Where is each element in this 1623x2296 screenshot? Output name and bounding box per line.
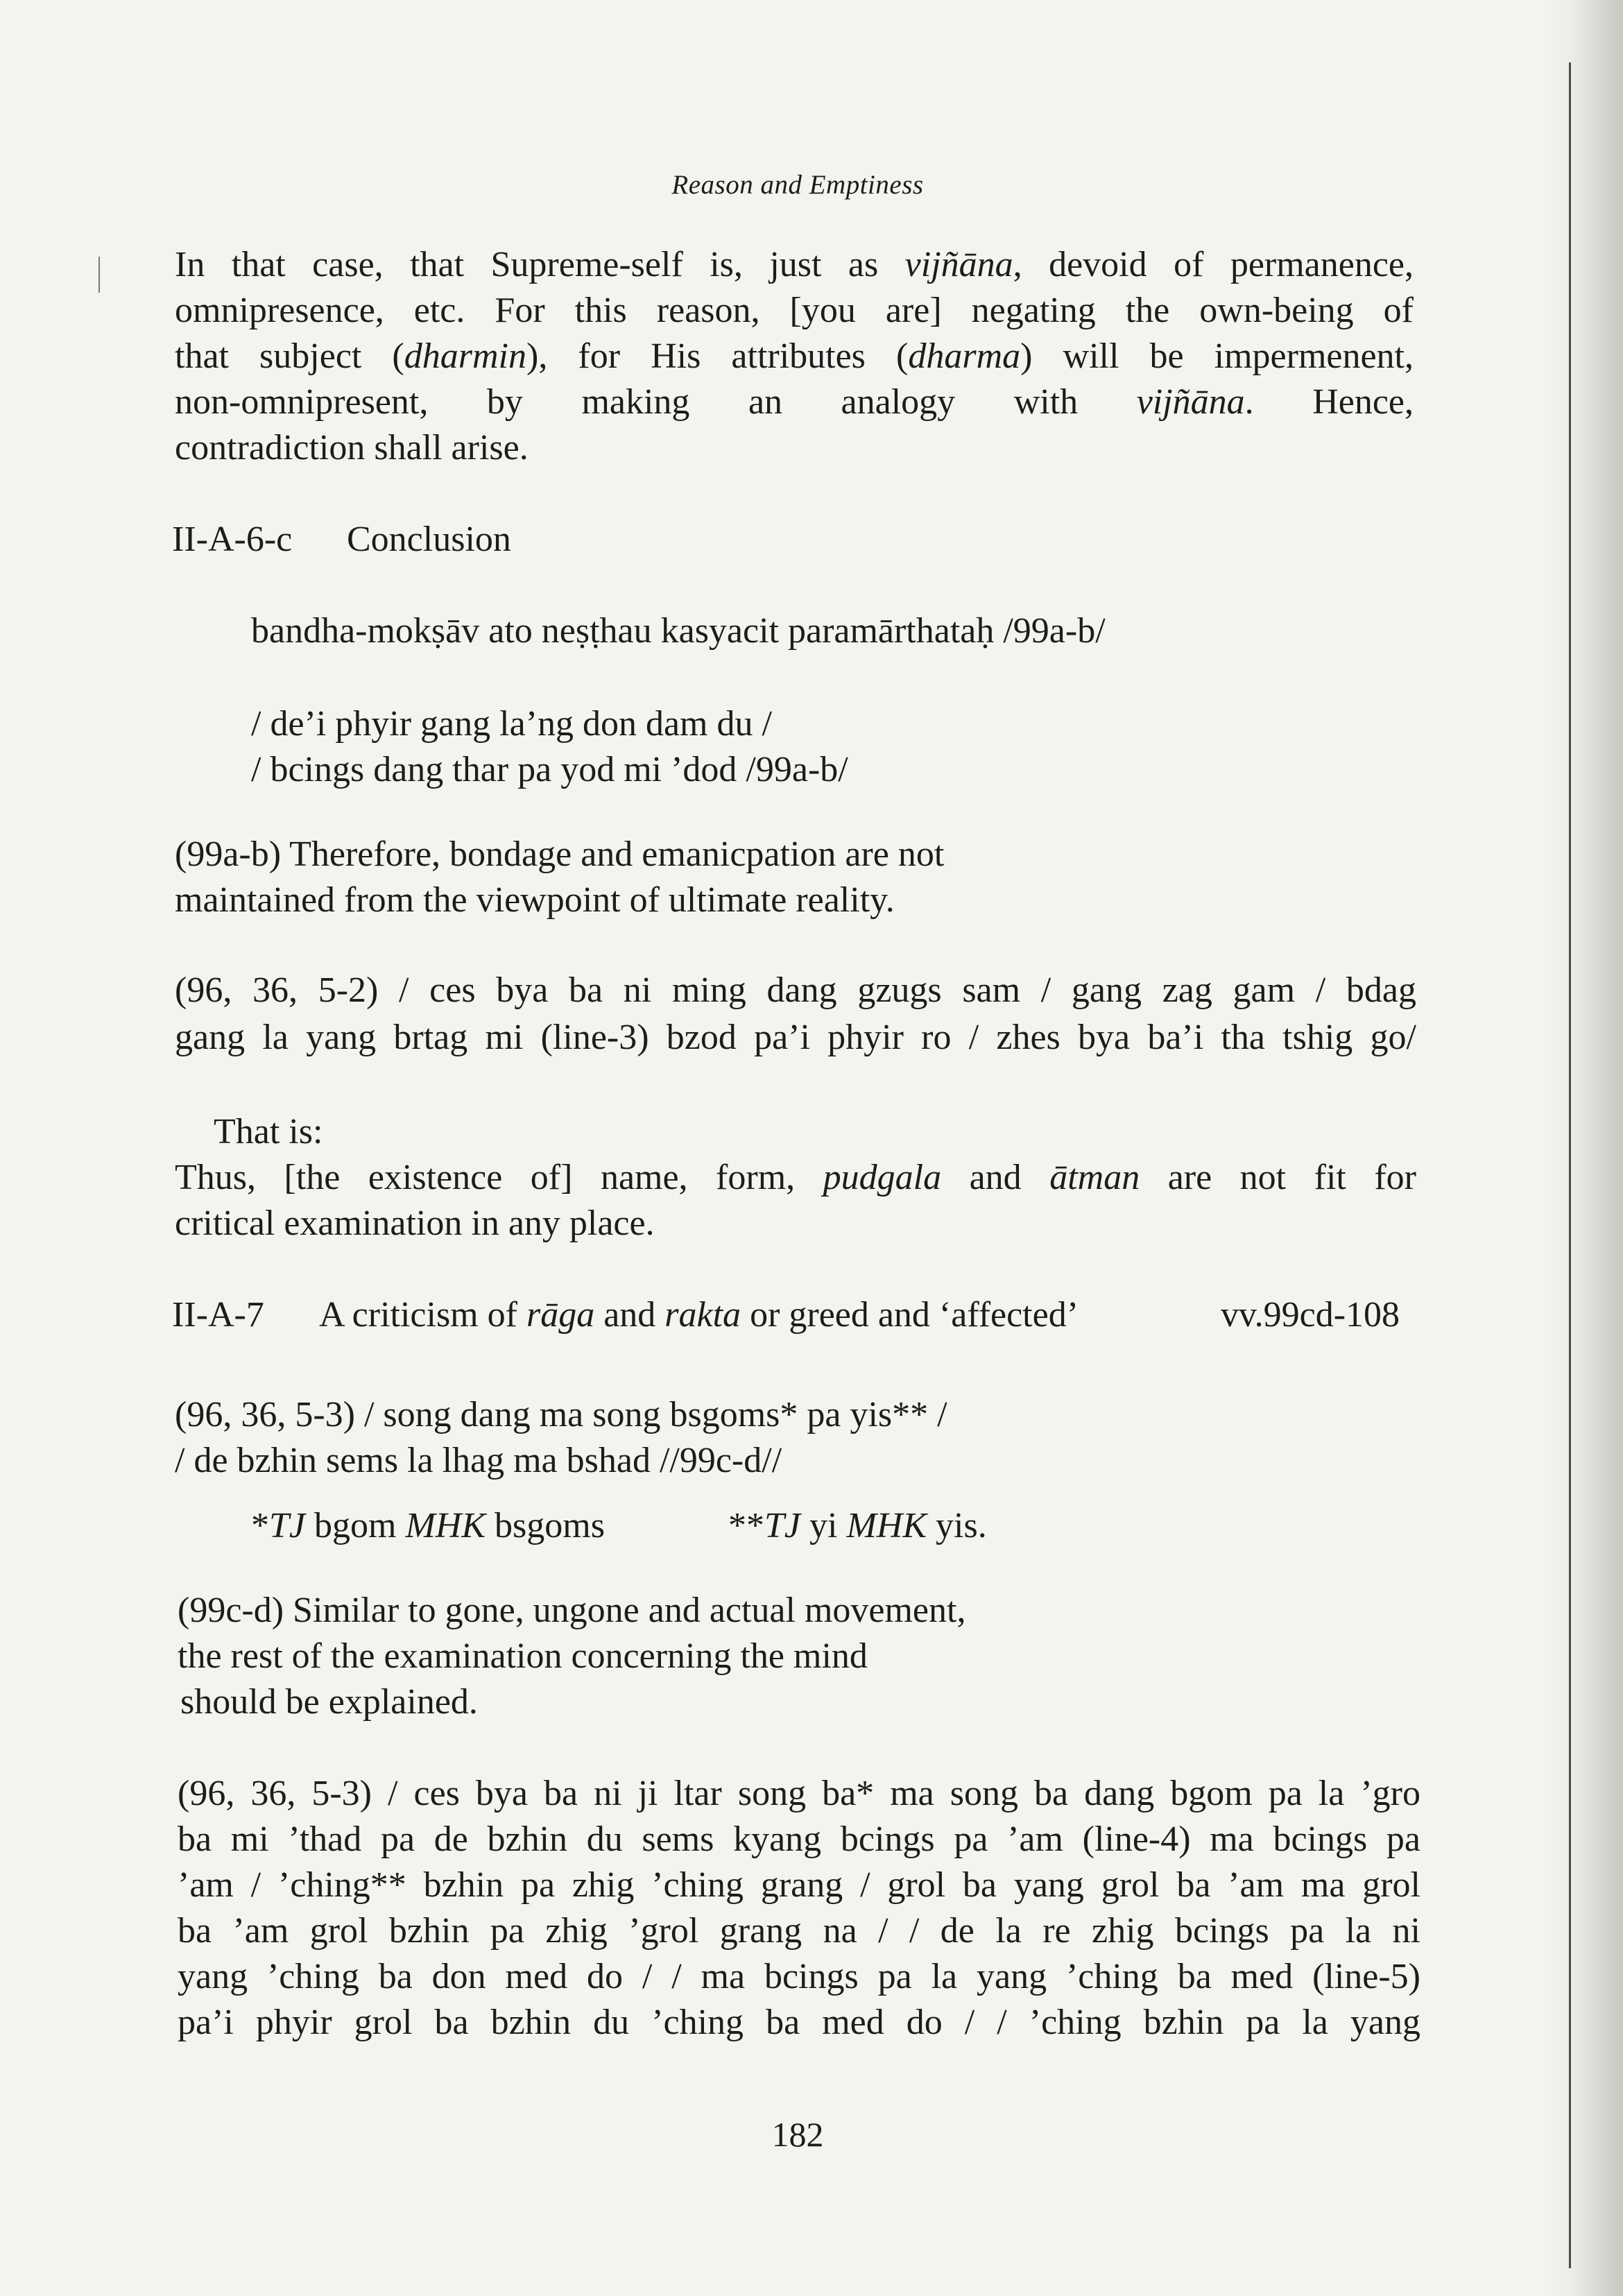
tibetan-verse-line2: / de bzhin sems la lhag ma bshad //99c-d//	[175, 1441, 782, 1480]
running-head: Reason and Emptiness	[671, 170, 924, 200]
tibetan-verse-line1: / de’i phyir gang la’ng don dam du /	[251, 704, 772, 744]
commentary-line2: gang la yang brtag mi (line-3) bzod pa’i phyir ro / zhes bya ba’i tha tshig go/	[175, 1018, 1416, 1057]
verse-range: vv.99cd-108	[1221, 1295, 1400, 1335]
section-title: Conclusion	[347, 520, 511, 559]
translation-line1: (99a-b) Therefore, bondage and emanicpation are not	[175, 834, 945, 874]
translation-line3: should be explained.	[180, 1682, 478, 1722]
commentary-line: (96, 36, 5-3) / ces bya ba ni ji ltar song ba* ma song ba dang bgom pa la ’gro	[178, 1774, 1420, 1813]
section-title: A criticism of rāga and rakta or greed and ‘affected’	[319, 1295, 1079, 1335]
sanskrit-verse: bandha-mokṣāv ato neṣṭhau kasyacit paramārthataḥ /99a-b/	[251, 611, 1106, 651]
commentary-line: pa’i phyir grol ba bzhin du ’ching ba med do / / ’ching bzhin pa la yang	[178, 2003, 1420, 2042]
commentary-line: yang ’ching ba don med do / / ma bcings pa la yang ’ching ba med (line-5)	[178, 1957, 1420, 1996]
tibetan-verse-line1: (96, 36, 5-3) / song dang ma song bsgoms* pa yis** /	[175, 1395, 947, 1434]
para1-line5: contradiction shall arise.	[175, 428, 529, 468]
commentary-line: ba mi ’thad pa de bzhin du sems kyang bcings pa ’am (line-4) ma bcings pa	[178, 1819, 1420, 1859]
commentary-line: ’am / ’ching** bzhin pa zhig ’ching grang / grol ba yang grol ba ’am ma grol	[178, 1865, 1420, 1905]
para1-line4: non-omnipresent, by making an analogy with vijñāna. Hence,	[175, 382, 1414, 422]
commentary-line: ba ’am grol bzhin pa zhig ’grol grang na / / de la re zhig bcings pa la ni	[178, 1911, 1420, 1951]
translation-line2: maintained from the viewpoint of ultimate reality.	[175, 880, 895, 920]
para1-line3: that subject (dharmin), for His attributes (dharma) will be impermenent,	[175, 336, 1414, 376]
explanation-line1: Thus, [the existence of] name, form, pudgala and ātman are not fit for	[175, 1158, 1416, 1197]
margin-mark	[98, 257, 100, 293]
variant-note-1: *TJ bgom MHK bsgoms	[251, 1506, 605, 1545]
page-edge-shadow	[1547, 0, 1623, 2296]
translation-line1: (99c-d) Similar to gone, ungone and actual movement,	[178, 1591, 966, 1630]
para1-line2: omnipresence, etc. For this reason, [you are] negating the own-being of	[175, 291, 1414, 330]
page-number: 182	[771, 2115, 824, 2154]
tibetan-verse-line2: / bcings dang thar pa yod mi ’dod /99a-b/	[251, 750, 848, 789]
para1-line1: In that case, that Supreme-self is, just as vijñāna, devoid of permanence,	[175, 245, 1414, 284]
translation-line2: the rest of the examination concerning the mind	[178, 1636, 868, 1676]
explanation-line2: critical examination in any place.	[175, 1203, 655, 1243]
that-is-label: That is:	[214, 1112, 323, 1151]
page-edge-line	[1569, 62, 1571, 2268]
section-number: II-A-6-c	[172, 520, 293, 559]
commentary-line1: (96, 36, 5-2) / ces bya ba ni ming dang gzugs sam / gang zag gam / bdag	[175, 970, 1416, 1010]
section-number: II-A-7	[172, 1295, 264, 1335]
variant-note-2: **TJ yi MHK yis.	[728, 1506, 987, 1545]
